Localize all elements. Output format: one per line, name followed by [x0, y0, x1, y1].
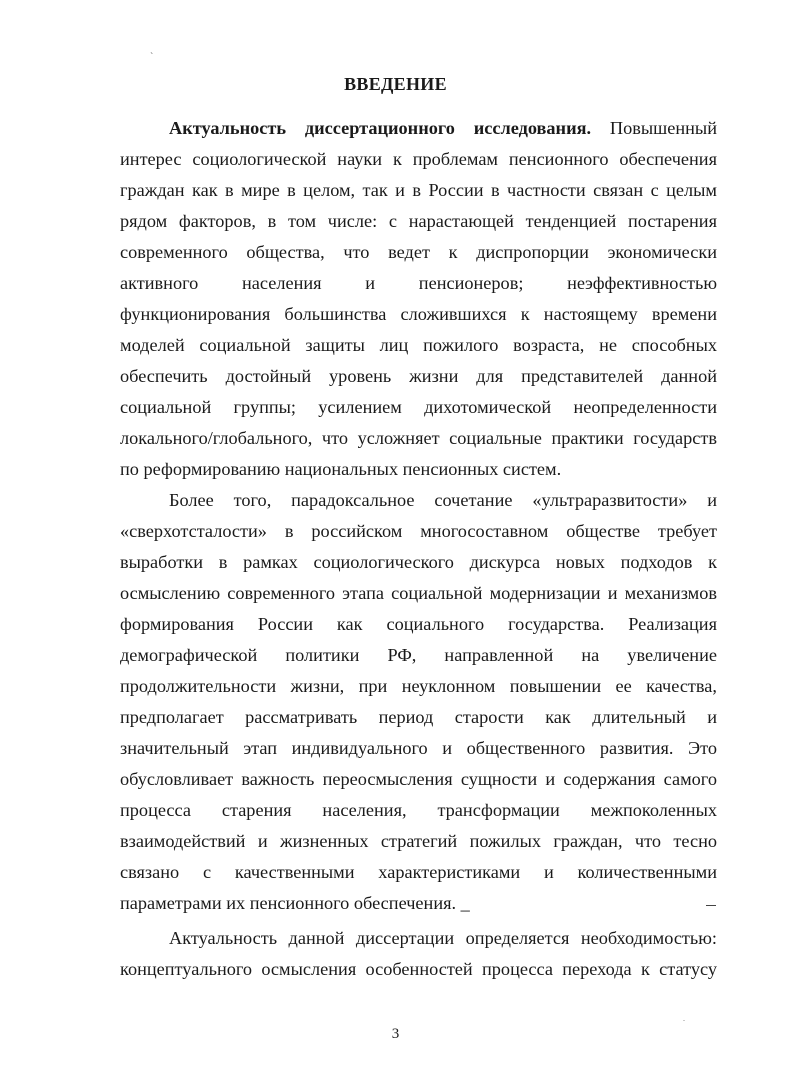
lead-bold-phrase: Актуальность диссертационного исследования. [169, 118, 592, 138]
page-title: ВВЕДЕНИЕ [344, 74, 447, 94]
scan-tick-mark: ` [150, 52, 154, 63]
text-line-10: социальной группы; усилением дихотомической неопределенности [120, 397, 717, 417]
text-line-14: «сверхотсталости» в российском многосоставном обществе требует [120, 521, 717, 541]
text-line-13: Более того, парадоксальное сочетание «ультраразвитости» и [169, 490, 717, 510]
text-line-28: концептуального осмысления особенностей процесса перехода к статусу [120, 959, 717, 979]
text-line-25: связано с качественными характеристиками и количественными [120, 862, 717, 882]
text-line-6: активного населения и пенсионеров; неэффективностью [120, 273, 717, 293]
lead-continuation: Повышенный [609, 118, 717, 138]
text-line-24: взаимодействий и жизненных стратегий пожилых граждан, что тесно [120, 831, 717, 851]
text-line-15: выработки в рамках социологического дискурса новых подходов к [120, 552, 717, 572]
text-line-1 [169, 117, 717, 139]
text-line-23: процесса старения населения, трансформации межпоколенных [120, 800, 717, 820]
text-line-5: современного общества, что ведет к диспропорции экономически [120, 242, 717, 262]
text-line-4: рядом факторов, в том числе: с нарастающей тенденцией постарения [120, 211, 717, 231]
text-line-3: граждан как в мире в целом, так и в России в частности связан с целым [120, 180, 717, 200]
text-line-11: локального/глобального, что усложняет социальные практики государств [120, 428, 717, 448]
text-line-26: параметрами их пенсионного обеспечения. _ [120, 893, 470, 913]
text-line-21: значительный этап индивидуального и общественного развития. Это [120, 738, 717, 758]
text-line-27: Актуальность данной диссертации определяется необходимостью: [169, 928, 717, 948]
text-line-12: по реформированию национальных пенсионных систем. [120, 459, 562, 479]
page-number: 3 [391, 1026, 400, 1042]
text-line-19: продолжительности жизни, при неуклонном повышении ее качества, [120, 676, 717, 696]
text-line-8: моделей социальной защиты лиц пожилого возраста, не способных [120, 335, 717, 355]
scan-dash-mark [706, 905, 716, 906]
text-line-18: демографической политики РФ, направленной на увеличение [120, 645, 717, 665]
text-line-20: предполагает рассматривать период старости как длительный и [120, 707, 717, 727]
text-line-16: осмыслению современного этапа социальной модернизации и механизмов [120, 583, 717, 603]
text-line-7: функционирования большинства сложившихся к настоящему времени [120, 304, 717, 324]
text-line-2: интерес социологической науки к проблемам пенсионного обеспечения [120, 149, 717, 169]
scan-dot-mark: . [683, 1014, 685, 1023]
text-line-22: обусловливает важность переосмысления сущности и содержания самого [120, 769, 717, 789]
text-line-17: формирования России как социального государства. Реализация [120, 614, 717, 634]
text-line-9: обеспечить достойный уровень жизни для представителей данной [120, 366, 717, 386]
